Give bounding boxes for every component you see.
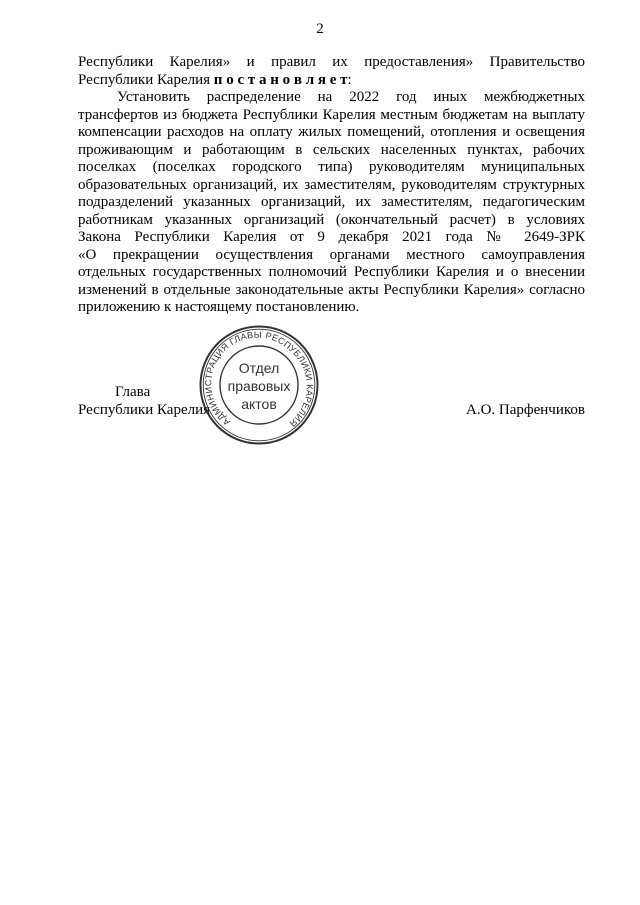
enactment-line (78, 72, 585, 90)
decision-line: приложению к настоящему постановлению. (78, 299, 360, 315)
decision-line: «О прекращении осуществления органами местного самоуправления (78, 246, 585, 263)
decision-line: изменений в отдельные законодательные акты Республики Карелия» согласно (78, 281, 585, 298)
decision-line: подразделений указанных организаций, их заместителям, педагогическим (78, 194, 585, 210)
decision-line: трансфертов из бюджета Республики Карелия местным бюджетам на выплату (78, 106, 585, 123)
stamp-center-line: Отдел (238, 360, 280, 376)
decision-line: проживающим и работающим в сельских населенных пунктах, рабочих (78, 141, 585, 158)
stamp-center-line: правовых (227, 378, 291, 394)
decision-line: поселках (поселках городского типа) руководителям муниципальных (78, 159, 585, 175)
enactment-authority: Республики Карелия (78, 71, 211, 88)
stamp-center-line: актов (241, 396, 277, 412)
signature-block (78, 383, 585, 423)
stamp-ring-text-path: АДМИНИСТРАЦИЯ ГЛАВЫ РЕСПУБЛИКИ КАРЕЛИЯ (203, 329, 315, 429)
signatory-name: А.О. Парфенчиков (466, 402, 585, 418)
official-stamp (196, 322, 322, 448)
enactment-keyword: п о с т а н о в л я е т (213, 71, 348, 88)
decision-line: Установить распределение на 2022 год иных межбюджетных (117, 89, 585, 105)
resolution-text (78, 54, 585, 317)
decision-line: Закона Республики Карелия от 9 декабря 2021 года № 2649-ЗРК (78, 229, 585, 245)
decision-line: компенсации расходов на оплату жилых помещений, отопления и освещения (78, 124, 585, 140)
page-number: 2 (316, 21, 324, 37)
decision-line: отдельных государственных полномочий Республики Карелия и о внесении (78, 264, 585, 280)
decision-line: образовательных организаций, их заместителям, руководителям структурных (78, 176, 585, 193)
enactment-colon: : (347, 71, 352, 88)
decision-line: работникам указанных организаций (окончательный расчет) в условиях (78, 211, 585, 228)
signatory-title-line-1: Глава (115, 384, 151, 400)
preamble-end-line: Республики Карелия» и правил их предоставления» Правительство (78, 54, 585, 70)
signatory-title-line-2: Республики Карелия (78, 402, 211, 418)
